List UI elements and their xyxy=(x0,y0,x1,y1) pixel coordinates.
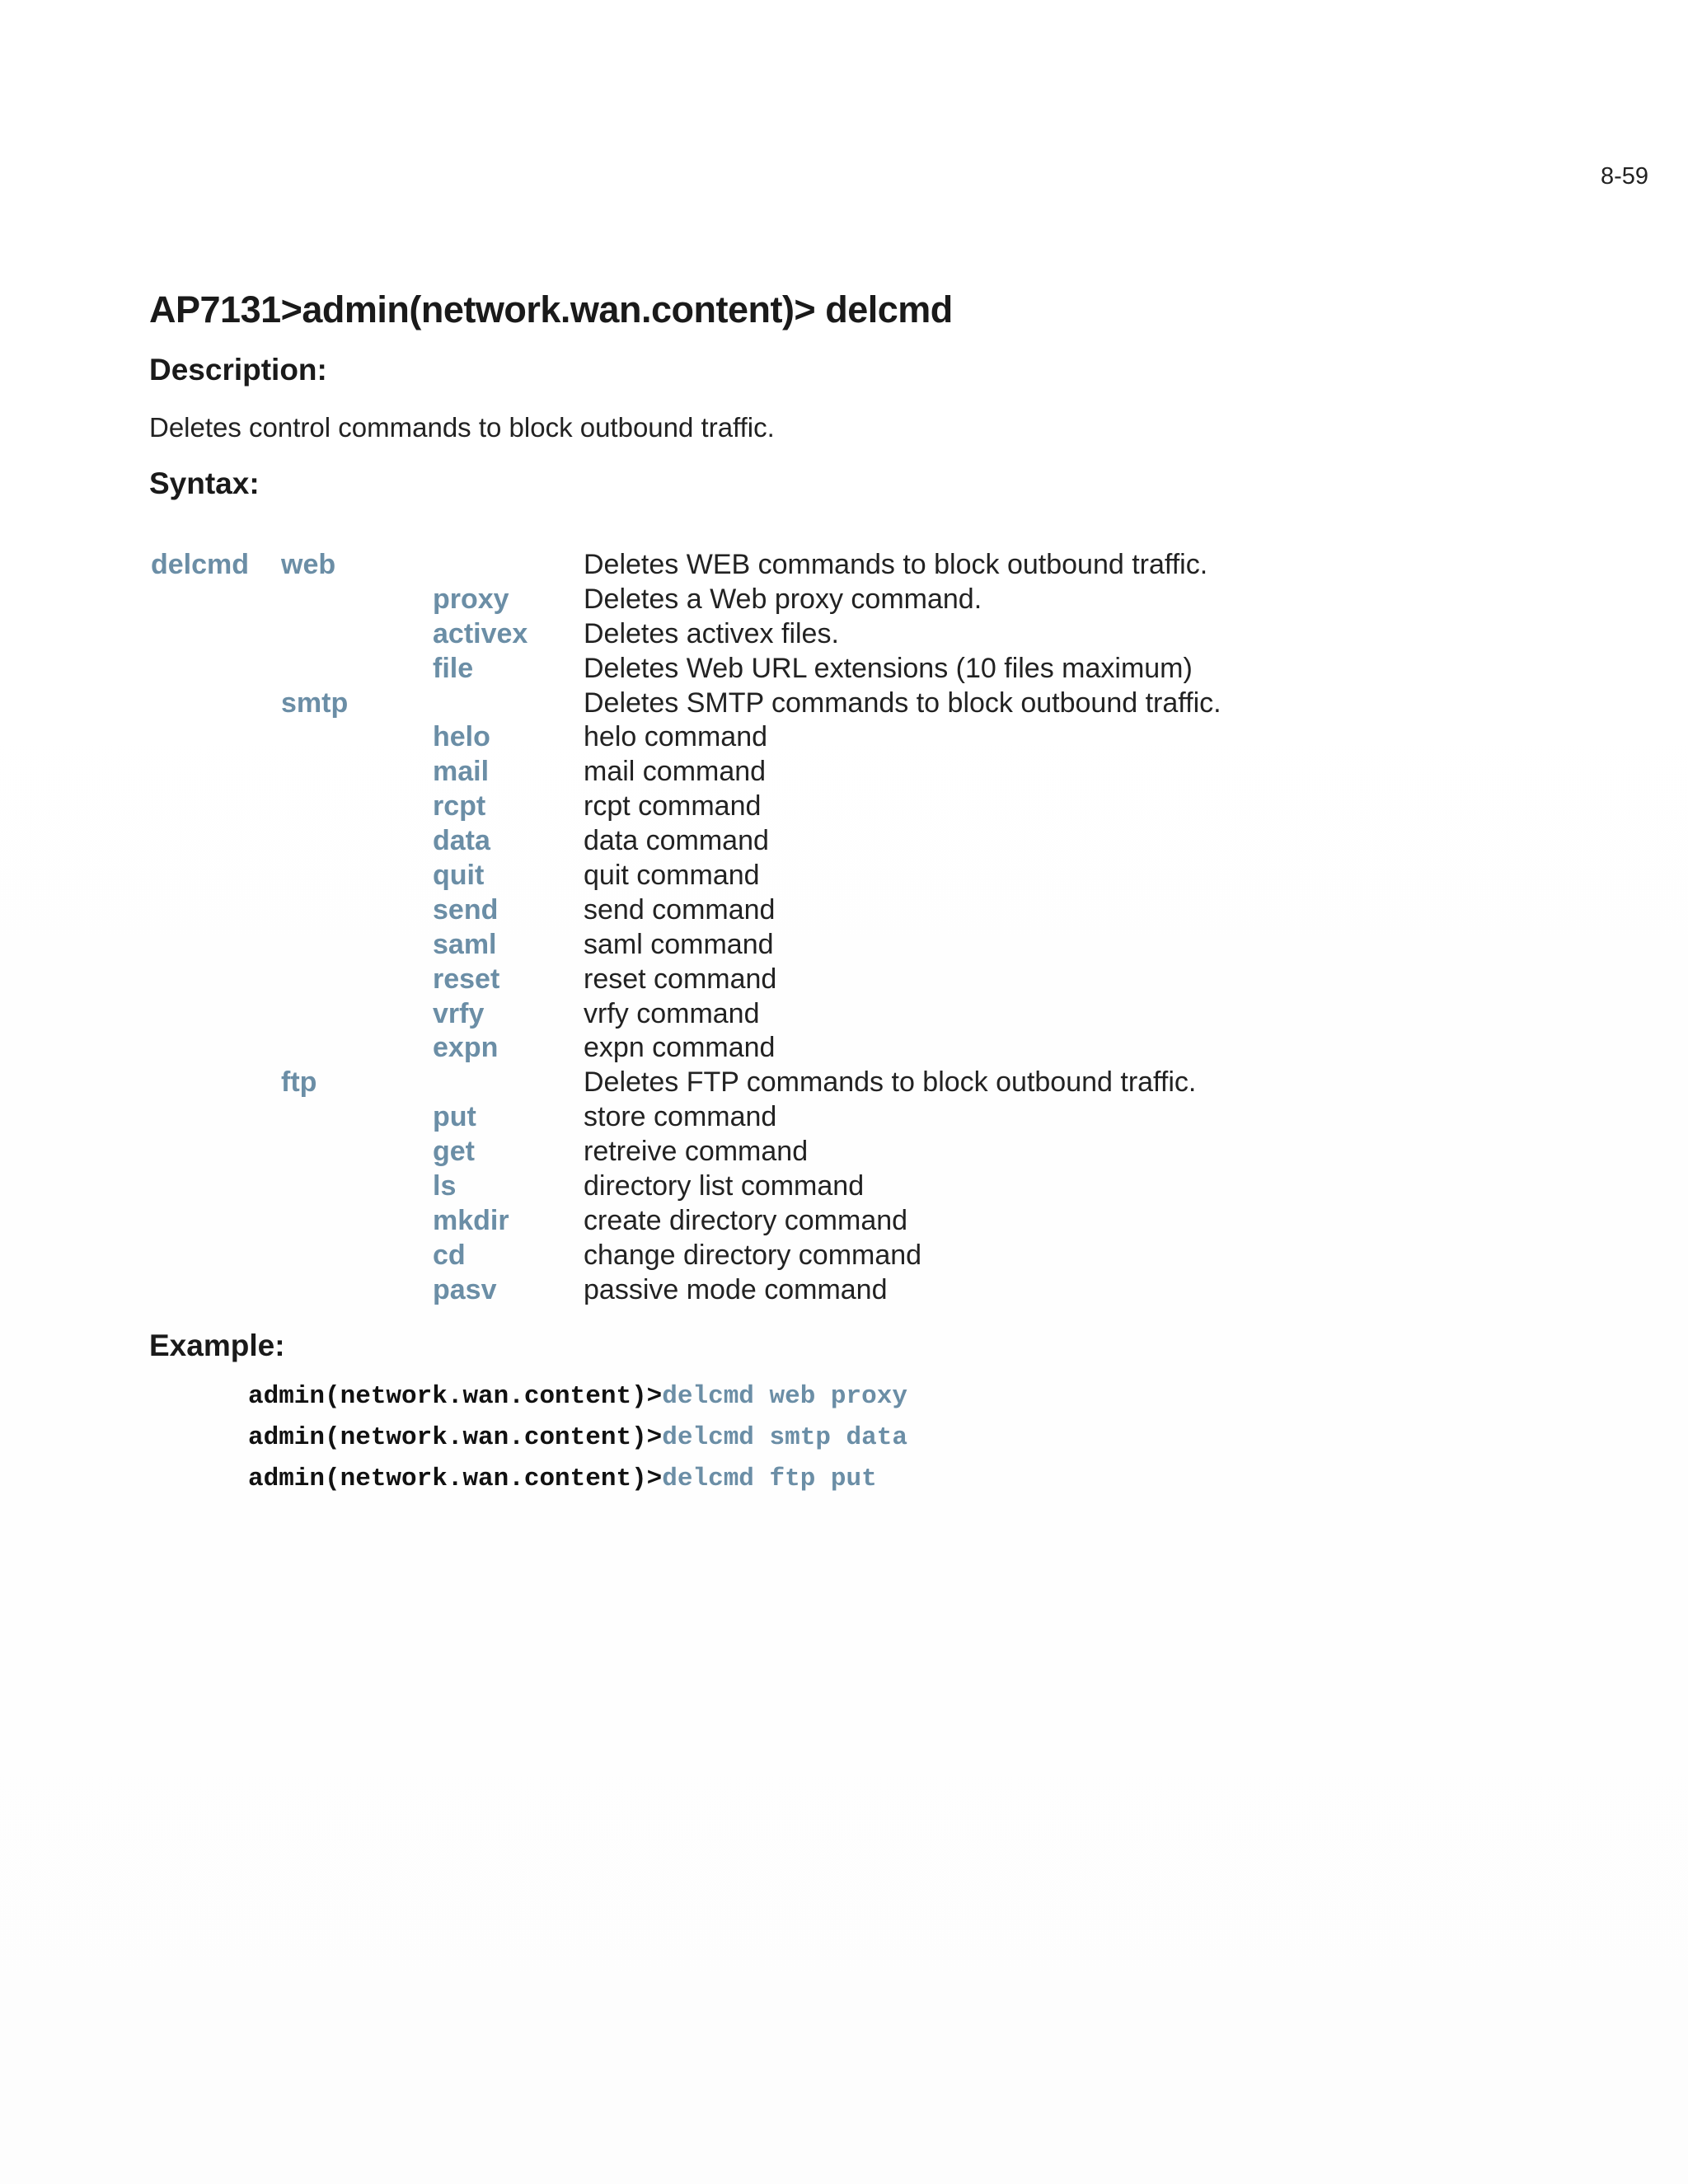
syntax-row xyxy=(149,893,1550,928)
syntax-description: quit command xyxy=(584,860,760,892)
syntax-keyword: ftp xyxy=(281,1066,317,1099)
syntax-row xyxy=(149,1204,1550,1239)
example-prompt: admin(network.wan.content)> xyxy=(248,1465,663,1493)
syntax-heading: Syntax: xyxy=(149,466,260,500)
syntax-row xyxy=(149,1169,1550,1204)
example-prompt: admin(network.wan.content)> xyxy=(248,1382,663,1411)
syntax-row xyxy=(149,963,1550,997)
syntax-subkeyword: rcpt xyxy=(433,790,486,823)
example-command: delcmd ftp put xyxy=(662,1465,877,1493)
syntax-row xyxy=(149,652,1550,687)
syntax-row xyxy=(149,1031,1550,1066)
page-number: 8-59 xyxy=(1600,163,1648,190)
syntax-row xyxy=(149,1135,1550,1169)
syntax-description: reset command xyxy=(584,963,777,995)
syntax-description: data command xyxy=(584,825,769,857)
syntax-description: Deletes WEB commands to block outbound traffic. xyxy=(584,549,1208,580)
syntax-subkeyword: quit xyxy=(433,860,485,892)
syntax-keyword: web xyxy=(281,549,336,580)
syntax-row xyxy=(149,997,1550,1032)
syntax-subkeyword: cd xyxy=(433,1239,466,1271)
syntax-subkeyword: mail xyxy=(433,756,490,788)
syntax-row xyxy=(149,687,1550,721)
syntax-description: passive mode command xyxy=(584,1273,888,1305)
syntax-row xyxy=(149,1066,1550,1100)
syntax-description: create directory command xyxy=(584,1204,908,1236)
syntax-table xyxy=(149,548,1550,1308)
syntax-row xyxy=(149,1239,1550,1273)
syntax-row xyxy=(149,720,1550,755)
syntax-subkeyword: reset xyxy=(433,963,500,995)
syntax-description: Deletes SMTP commands to block outbound traffic. xyxy=(584,687,1221,719)
example-line xyxy=(248,1459,907,1500)
syntax-description: expn command xyxy=(584,1032,776,1064)
example-block xyxy=(248,1376,907,1500)
syntax-description: helo command xyxy=(584,721,768,753)
syntax-description: change directory command xyxy=(584,1239,922,1271)
syntax-description: vrfy command xyxy=(584,997,760,1029)
syntax-subkeyword: vrfy xyxy=(433,997,485,1029)
syntax-subkeyword: expn xyxy=(433,1032,499,1064)
example-line xyxy=(248,1418,907,1459)
syntax-description: rcpt command xyxy=(584,790,762,823)
syntax-row xyxy=(149,790,1550,824)
syntax-description: Deletes a Web proxy command. xyxy=(584,583,982,615)
description-heading: Description: xyxy=(149,353,327,387)
syntax-description: send command xyxy=(584,893,776,926)
syntax-row xyxy=(149,859,1550,893)
syntax-row xyxy=(149,583,1550,617)
page-title: AP7131>admin(network.wan.content)> delcmd xyxy=(149,288,953,330)
example-prompt: admin(network.wan.content)> xyxy=(248,1423,663,1452)
syntax-description: Deletes activex files. xyxy=(584,617,839,649)
syntax-keyword: smtp xyxy=(281,687,349,719)
syntax-row xyxy=(149,755,1550,790)
syntax-command: delcmd xyxy=(151,549,250,580)
syntax-description: Deletes Web URL extensions (10 files maximum) xyxy=(584,652,1193,684)
syntax-row xyxy=(149,1273,1550,1308)
syntax-subkeyword: helo xyxy=(433,721,490,753)
syntax-subkeyword: ls xyxy=(433,1170,457,1202)
syntax-subkeyword: pasv xyxy=(433,1273,497,1305)
syntax-subkeyword: activex xyxy=(433,617,528,649)
syntax-subkeyword: file xyxy=(433,652,474,684)
syntax-row xyxy=(149,548,1550,583)
example-line xyxy=(248,1376,907,1418)
example-heading: Example: xyxy=(149,1329,285,1362)
example-command: delcmd web proxy xyxy=(662,1382,907,1411)
syntax-row xyxy=(149,928,1550,963)
syntax-description: Deletes FTP commands to block outbound traffic. xyxy=(584,1066,1197,1099)
syntax-subkeyword: proxy xyxy=(433,583,509,615)
syntax-row xyxy=(149,617,1550,652)
syntax-row xyxy=(149,1100,1550,1135)
syntax-description: retreive command xyxy=(584,1136,809,1168)
syntax-description: mail command xyxy=(584,756,767,788)
syntax-description: saml command xyxy=(584,928,774,960)
syntax-description: directory list command xyxy=(584,1170,865,1202)
example-command: delcmd smtp data xyxy=(662,1423,907,1452)
syntax-description: store command xyxy=(584,1101,777,1133)
syntax-subkeyword: send xyxy=(433,893,499,926)
syntax-subkeyword: data xyxy=(433,825,490,857)
syntax-subkeyword: get xyxy=(433,1136,475,1168)
syntax-subkeyword: put xyxy=(433,1101,476,1133)
description-text: Deletes control commands to block outbound traffic. xyxy=(149,412,775,443)
syntax-row xyxy=(149,824,1550,859)
syntax-subkeyword: saml xyxy=(433,928,497,960)
syntax-subkeyword: mkdir xyxy=(433,1204,509,1236)
